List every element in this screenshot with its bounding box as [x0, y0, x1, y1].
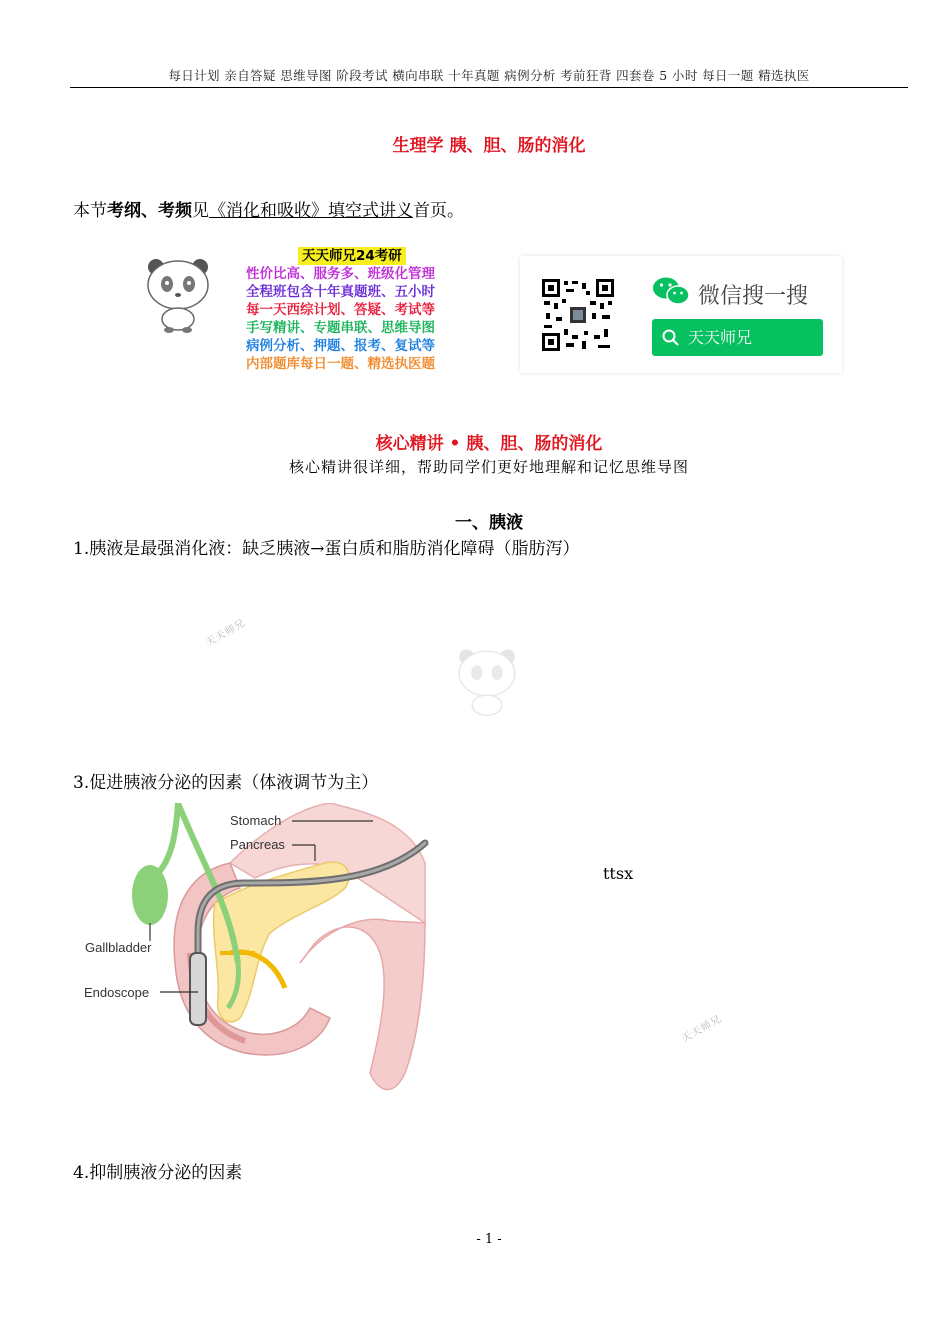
watermark: 天天师兄 — [204, 617, 248, 649]
gallbladder-label: Gallbladder — [85, 940, 152, 955]
banner-line: 每一天西综计划、答疑、考试等 — [246, 302, 435, 318]
banner-title: 天天师兄24考研 — [298, 247, 406, 265]
intro-paragraph — [73, 196, 464, 221]
banner-line: 病例分析、押题、报考、复试等 — [246, 338, 435, 354]
item-1: 1.胰液是最强消化液：缺乏胰液→蛋白质和脂肪消化障碍（脂肪泻） — [73, 539, 580, 559]
document-title: 生理学 胰、胆、肠的消化 — [392, 136, 586, 156]
intro-prefix: 本节 — [73, 201, 107, 221]
pancreas-label: Pancreas — [230, 837, 285, 852]
side-note: ttsx — [603, 864, 634, 883]
watermark: 天天师兄 — [680, 1013, 724, 1045]
core-title: 核心精讲 • 胰、胆、肠的消化 — [375, 434, 603, 454]
wechat-search-label: 微信搜一搜 — [698, 284, 809, 309]
intro-suffix: 首页。 — [413, 201, 464, 221]
banner-line: 性价比高、服务多、班级化管理 — [246, 266, 435, 282]
item-3: 3.促进胰液分泌的因素（体液调节为主） — [73, 773, 379, 793]
qr-code-image[interactable] — [542, 279, 614, 351]
intro-mid: 见 — [192, 201, 209, 221]
panda-watermark-image — [448, 645, 526, 719]
core-subtitle: 核心精讲很详细，帮助同学们更好地理解和记忆思维导图 — [288, 458, 689, 476]
intro-link[interactable]: 《消化和吸收》填空式讲义 — [209, 201, 413, 221]
wechat-logo-icon — [652, 276, 690, 308]
wechat-search-button[interactable] — [652, 319, 823, 356]
banner-line: 全程班包含十年真题班、五小时 — [246, 284, 435, 300]
page-number: - 1 - — [476, 1232, 502, 1247]
banner-line: 手写精讲、专题串联、思维导图 — [246, 320, 435, 336]
banner-line: 内部题库每日一题、精选执医题 — [246, 356, 435, 372]
header-divider — [70, 87, 908, 88]
search-button-label: 天天师兄 — [688, 328, 753, 347]
section-heading: 一、胰液 — [455, 513, 523, 533]
stomach-label: Stomach — [230, 813, 282, 828]
intro-bold: 考纲、考频 — [107, 201, 192, 221]
search-icon — [662, 329, 679, 346]
promo-banner — [246, 247, 462, 377]
panda-mascot-image — [136, 255, 220, 333]
endoscope-label: Endoscope — [84, 985, 150, 1000]
item-4: 4.抑制胰液分泌的因素 — [73, 1163, 243, 1183]
header-slogan: 每日计划 亲自答疑 思维导图 阶段考试 横向串联 十年真题 病例分析 考前狂背 四套卷 5 小时 每日一题 精选执医 — [168, 68, 810, 83]
